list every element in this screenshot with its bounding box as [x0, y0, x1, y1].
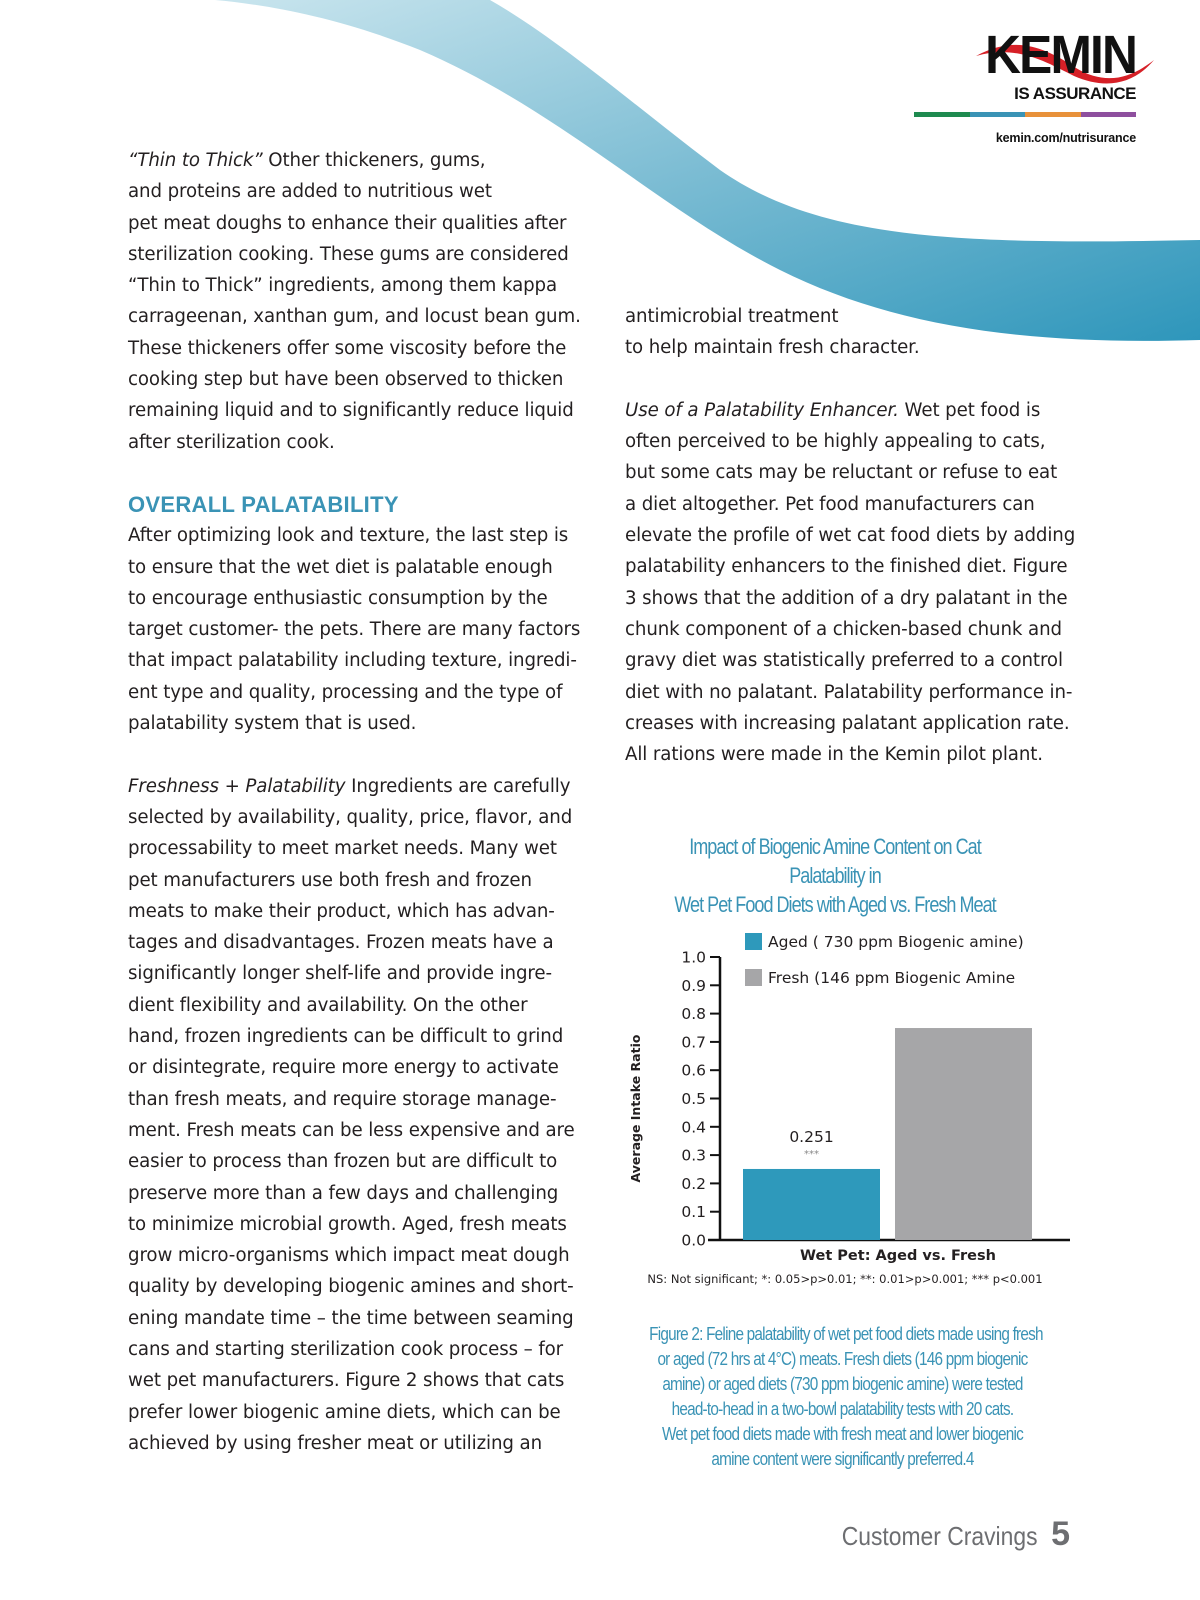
y-tick-label: 0.7	[681, 1033, 706, 1052]
text-line: Use of a Palatability Enhancer. Wet pet food is	[625, 399, 1041, 421]
paragraph-overall-palatability	[128, 520, 581, 739]
text-line: preserve more than a few days and challenging	[128, 1182, 559, 1204]
text-line: to help maintain fresh character.	[625, 337, 920, 359]
text-line: dient flexibility and availability. On the other	[128, 994, 528, 1016]
text-line: processability to meet market needs. Many wet	[128, 838, 557, 860]
text-line: All rations were made in the Kemin pilot plant.	[625, 744, 1043, 766]
text-line: and proteins are added to nutritious wet	[128, 181, 492, 203]
text-line: carrageenan, xanthan gum, and locust bean gum.	[128, 306, 581, 328]
text-line: sterilization cooking. These gums are considered	[128, 243, 569, 265]
text-line: to minimize microbial growth. Aged, fresh meats	[128, 1213, 567, 1235]
paragraph-antimicrobial	[625, 301, 1085, 364]
italic-lead: Freshness + Palatability	[128, 775, 346, 797]
bar-value-label: 0.251	[789, 1127, 834, 1146]
text-line: quality by developing biogenic amines and short-	[128, 1276, 574, 1298]
text-line: elevate the profile of wet cat food diets by adding	[625, 525, 1076, 547]
text-line: gravy diet was statistically preferred to a control	[625, 650, 1063, 672]
brand-name: KEMIN	[985, 25, 1136, 85]
paragraph-palatability-enhancer	[625, 395, 1085, 771]
text-line: grow micro-organisms which impact meat dough	[128, 1245, 570, 1267]
text-line: cooking step but have been observed to thicken	[128, 369, 564, 391]
page-footer	[815, 1515, 1070, 1554]
text-line: ening mandate time – the time between seaming	[128, 1307, 574, 1329]
y-tick-label: 0.3	[681, 1146, 706, 1165]
brand-url[interactable]: kemin.com/nutrisurance	[995, 131, 1136, 145]
text-line: hand, frozen ingredients can be difficult to grind	[128, 1026, 564, 1048]
text-line: diet with no palatant. Palatability performance in-	[625, 681, 1073, 703]
x-axis-label: Wet Pet: Aged vs. Fresh	[800, 1248, 996, 1264]
text-line: Wet pet food diets made with fresh meat and lower biogenic	[661, 1424, 1024, 1444]
right-column	[625, 301, 1085, 770]
legend-label: Fresh (146 ppm Biogenic Amine	[768, 969, 1016, 987]
text-line: After optimizing look and texture, the last step is	[128, 525, 569, 547]
text-line: easier to process than frozen but are difficult to	[128, 1151, 558, 1173]
y-tick-label: 0.0	[681, 1231, 706, 1250]
y-tick-label: 1.0	[681, 948, 706, 967]
chart-title: Impact of Biogenic Amine Content on Cat Palatability in Wet Pet Food Diets with Aged vs. Fresh Meat	[674, 834, 996, 917]
text-line: selected by availability, quality, price, flavor, and	[128, 806, 573, 828]
text-line: that impact palatability including texture, ingredi-	[128, 650, 577, 672]
text-line: but some cats may be reluctant or refuse to eat	[625, 462, 1058, 484]
text-line: often perceived to be highly appealing to cats,	[625, 431, 1046, 453]
significance-marker: ***	[804, 1148, 819, 1160]
bar-chart	[615, 930, 1075, 1270]
text-line: to encourage enthusiastic consumption by the	[128, 587, 548, 609]
legend-swatch	[745, 933, 762, 950]
italic-lead: “Thin to Thick”	[128, 150, 263, 171]
text-line: a diet altogether. Pet food manufacturers can	[625, 493, 1035, 515]
publication-title: Customer Cravings	[841, 1521, 1038, 1551]
italic-lead: Use of a Palatability Enhancer.	[625, 399, 899, 421]
text-line: to ensure that the wet diet is palatable enough	[128, 556, 553, 578]
text-line: tages and disadvantages. Frozen meats have a	[128, 932, 554, 954]
brand-tagline: IS ASSURANCE	[1014, 84, 1136, 103]
legend-label: Aged ( 730 ppm Biogenic amine)	[768, 933, 1024, 951]
y-tick-label: 0.8	[681, 1005, 706, 1024]
paragraph-freshness-palatability	[128, 771, 578, 1460]
text-line: chunk component of a chicken-based chunk and	[625, 618, 1062, 640]
text-line: antimicrobial treatment	[625, 306, 839, 327]
text-line: meats to make their product, which has advan-	[128, 900, 555, 922]
text-line: pet manufacturers use both fresh and frozen	[128, 869, 532, 891]
text-line: creases with increasing palatant application rate.	[625, 712, 1070, 734]
text-line: remaining liquid and to significantly reduce liquid	[128, 400, 574, 422]
text-line: prefer lower biogenic amine diets, which can be	[128, 1401, 561, 1423]
text-line: cans and starting sterilization cook process – for	[128, 1338, 564, 1360]
text-line: 3 shows that the addition of a dry palatant in the	[625, 587, 1068, 609]
text-line: or aged (72 hrs at 4°C) meats. Fresh diets (146 ppm biogenic	[657, 1349, 1028, 1369]
y-tick-label: 0.5	[681, 1090, 706, 1108]
text-line: ent type and quality, processing and the type of	[128, 681, 563, 703]
y-axis-label: Average Intake Ratio	[628, 1034, 643, 1183]
text-line: Figure 2: Feline palatability of wet pet food diets made using fresh	[649, 1324, 1043, 1344]
y-tick-label: 0.4	[681, 1118, 706, 1137]
page-number: 5	[1051, 1515, 1070, 1553]
text-line: after sterilization cook.	[128, 431, 335, 453]
text-line: target customer- the pets. There are many factors	[128, 619, 581, 641]
text-line: Freshness + Palatability Ingredients are carefully	[128, 775, 571, 797]
brand-color-bar	[914, 112, 1136, 117]
y-tick-label: 0.2	[681, 1174, 706, 1193]
text-line: “Thin to Thick” Other thickeners, gums,	[128, 150, 486, 171]
text-line: than fresh meats, and require storage manage-	[128, 1088, 557, 1110]
text-line: head-to-head in a two-bowl palatability tests with 20 cats.	[671, 1399, 1014, 1419]
left-column	[128, 145, 581, 1459]
text-line: amine) or aged diets (730 ppm biogenic amine) were tested	[662, 1374, 1023, 1394]
legend-swatch	[745, 969, 762, 986]
text-line: wet pet manufacturers. Figure 2 shows that cats	[128, 1370, 565, 1392]
kemin-logo	[906, 25, 1136, 145]
y-tick-label: 0.1	[681, 1203, 706, 1222]
text-line: palatability system that is used.	[128, 713, 417, 735]
text-line: achieved by using fresher meat or utilizing an	[128, 1432, 543, 1454]
section-heading-overall-palatability: OVERALL PALATABILITY	[128, 492, 399, 518]
figure-caption	[649, 1322, 1043, 1472]
text-line: These thickeners offer some viscosity before the	[128, 337, 567, 359]
y-tick-label: 0.6	[681, 1061, 706, 1080]
text-line: ment. Fresh meats can be less expensive and are	[128, 1119, 575, 1141]
significance-note: NS: Not significant; *: 0.05>p>0.01; **: 0.01>p>0.001; *** p<0.001	[647, 1272, 1043, 1286]
y-tick-label: 0.9	[681, 976, 706, 995]
text-line: significantly longer shelf-life and provide ingre-	[128, 963, 552, 985]
text-line: or disintegrate, require more energy to activate	[128, 1057, 559, 1079]
bar-aged	[743, 1169, 880, 1240]
bar-fresh	[895, 1028, 1032, 1240]
text-line: amine content were significantly preferred.4	[711, 1449, 974, 1469]
text-line: palatability enhancers to the finished diet. Figure	[625, 556, 1068, 578]
text-line: “Thin to Thick” ingredients, among them kappa	[128, 275, 558, 297]
text-line: pet meat doughs to enhance their qualities after	[128, 212, 567, 234]
paragraph-thin-to-thick	[128, 145, 581, 458]
